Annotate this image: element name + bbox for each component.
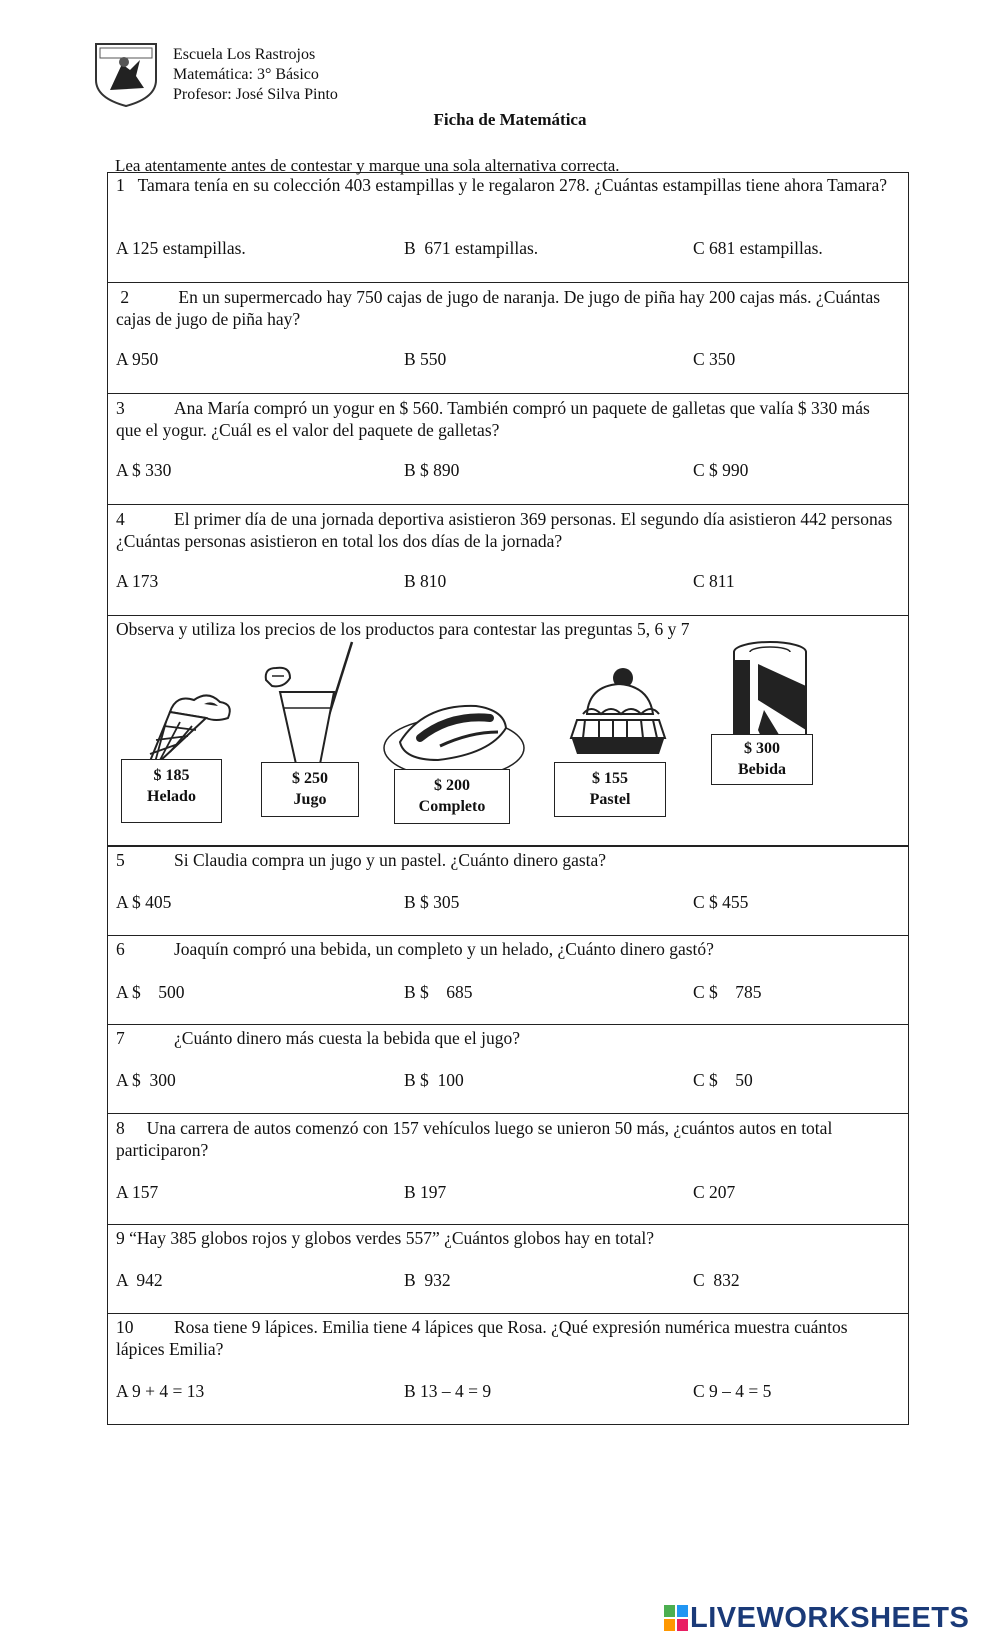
question-text: El primer día de una jornada deportiva asistieron 369 personas. El segundo día asistieron 442 personas ¿Cuántas personas asistieron en total los dos días de la jornada? <box>116 509 893 551</box>
subject: Matemática: 3° Básico <box>173 66 319 83</box>
option-c[interactable]: C $ 455 <box>693 892 749 912</box>
option-c[interactable]: C 832 <box>693 1270 740 1290</box>
price: $ 155 <box>592 770 628 787</box>
page-title: Ficha de Matemática <box>433 110 587 129</box>
question-text: Ana María compró un yogur en $ 560. También compró un paquete de galletas que valía $ 330 más que el yogur. ¿Cuál es el valor del paquete de galletas? <box>116 398 870 440</box>
question-text: Si Claudia compra un jugo y un pastel. ¿Cuánto dinero gasta? <box>174 850 607 870</box>
question-9 <box>107 1225 909 1314</box>
option-b[interactable]: B 671 estampillas. <box>404 238 539 258</box>
option-b[interactable]: B 13 – 4 = 9 <box>404 1381 492 1401</box>
liveworksheets-brand: LIVEWORKSHEETS <box>690 1602 970 1634</box>
option-c[interactable]: C $ 990 <box>693 460 749 480</box>
question-number: 2 <box>120 287 130 307</box>
school-logo <box>92 40 160 108</box>
option-a[interactable]: A $ 405 <box>116 892 172 912</box>
option-a[interactable]: A 157 <box>116 1182 159 1202</box>
option-b[interactable]: B $ 100 <box>404 1070 464 1090</box>
question-number: 4 <box>116 509 125 529</box>
option-a[interactable]: A $ 330 <box>116 460 172 480</box>
option-b[interactable]: B $ 685 <box>404 982 473 1002</box>
products-panel <box>107 616 909 847</box>
price-tag-pastel <box>554 762 666 817</box>
price-tag-completo <box>394 769 510 824</box>
price-tag-jugo <box>261 762 359 817</box>
option-a[interactable]: A 942 <box>116 1270 163 1290</box>
price: $ 185 <box>153 767 190 784</box>
option-a[interactable]: A $ 500 <box>116 982 185 1002</box>
question-text: ¿Cuánto dinero más cuesta la bebida que el jugo? <box>174 1028 520 1048</box>
price: $ 300 <box>744 740 780 757</box>
question-number: 10 <box>116 1317 134 1337</box>
question-6 <box>107 936 909 1025</box>
price-tag-bebida <box>711 734 813 785</box>
price-tag-helado <box>121 759 222 823</box>
option-c[interactable]: C 9 – 4 = 5 <box>693 1381 772 1401</box>
cake-image <box>563 664 673 764</box>
question-number: 5 <box>116 850 125 870</box>
option-c[interactable]: C 350 <box>693 349 736 369</box>
option-b[interactable]: B $ 305 <box>404 892 460 912</box>
product-name: Pastel <box>589 791 631 808</box>
question-number: 7 <box>116 1028 125 1048</box>
question-text: Rosa tiene 9 lápices. Emilia tiene 4 lápices que Rosa. ¿Qué expresión numérica muestra cuántos lápices Emilia? <box>116 1317 848 1359</box>
option-c[interactable]: C 207 <box>693 1182 736 1202</box>
question-number: 3 <box>116 398 125 418</box>
option-b[interactable]: B 810 <box>404 571 447 591</box>
option-c[interactable]: C 811 <box>693 571 735 591</box>
teacher: Profesor: José Silva Pinto <box>173 86 338 103</box>
instructions: Lea atentamente antes de contestar y marque una sola alternativa correcta. <box>115 156 620 175</box>
question-4 <box>107 505 909 616</box>
option-a[interactable]: A $ 300 <box>116 1070 176 1090</box>
question-text: Una carrera de autos comenzó con 157 vehículos luego se unieron 50 más, ¿cuántos autos en total participaron? <box>116 1118 833 1160</box>
option-a[interactable]: A 9 + 4 = 13 <box>116 1381 205 1401</box>
price: $ 200 <box>434 777 470 794</box>
juice-image <box>260 640 360 770</box>
question-1 <box>107 172 909 283</box>
question-number: 9 <box>116 1228 125 1248</box>
question-7 <box>107 1025 909 1114</box>
question-8 <box>107 1114 909 1225</box>
question-number: 6 <box>116 939 125 959</box>
option-a[interactable]: A 125 estampillas. <box>116 238 246 258</box>
option-b[interactable]: B 550 <box>404 349 447 369</box>
option-b[interactable]: B $ 890 <box>404 460 460 480</box>
liveworksheets-logo-icon <box>664 1605 688 1631</box>
option-c[interactable]: C $ 50 <box>693 1070 753 1090</box>
product-name: Bebida <box>737 761 786 778</box>
option-c[interactable]: C $ 785 <box>693 982 762 1002</box>
price: $ 250 <box>292 770 328 787</box>
question-number: 1 <box>116 175 125 195</box>
product-name: Completo <box>418 798 486 815</box>
option-a[interactable]: A 173 <box>116 571 159 591</box>
question-5 <box>107 847 909 936</box>
question-text: Joaquín compró una bebida, un completo y un helado, ¿Cuánto dinero gastó? <box>174 939 714 959</box>
product-name: Jugo <box>293 791 327 808</box>
products-intro: Observa y utiliza los precios de los productos para contestar las preguntas 5, 6 y 7 <box>116 619 690 639</box>
question-text: En un supermercado hay 750 cajas de jugo de naranja. De jugo de piña hay 200 cajas más. ¿Cuántas cajas de jugo de piña hay? <box>116 287 881 329</box>
option-b[interactable]: B 197 <box>404 1182 447 1202</box>
product-name: Helado <box>147 788 196 805</box>
question-2 <box>107 283 909 394</box>
question-10 <box>107 1314 909 1425</box>
school-name: Escuela Los Rastrojos <box>173 46 316 63</box>
option-a[interactable]: A 950 <box>116 349 159 369</box>
question-text: “Hay 385 globos rojos y globos verdes 557” ¿Cuántos globos hay en total? <box>129 1228 655 1248</box>
question-text: Tamara tenía en su colección 403 estampillas y le regalaron 278. ¿Cuántas estampillas tiene ahora Tamara? <box>137 175 887 195</box>
option-b[interactable]: B 932 <box>404 1270 451 1290</box>
question-number: 8 <box>116 1118 125 1138</box>
question-3 <box>107 394 909 505</box>
option-c[interactable]: C 681 estampillas. <box>693 238 823 258</box>
